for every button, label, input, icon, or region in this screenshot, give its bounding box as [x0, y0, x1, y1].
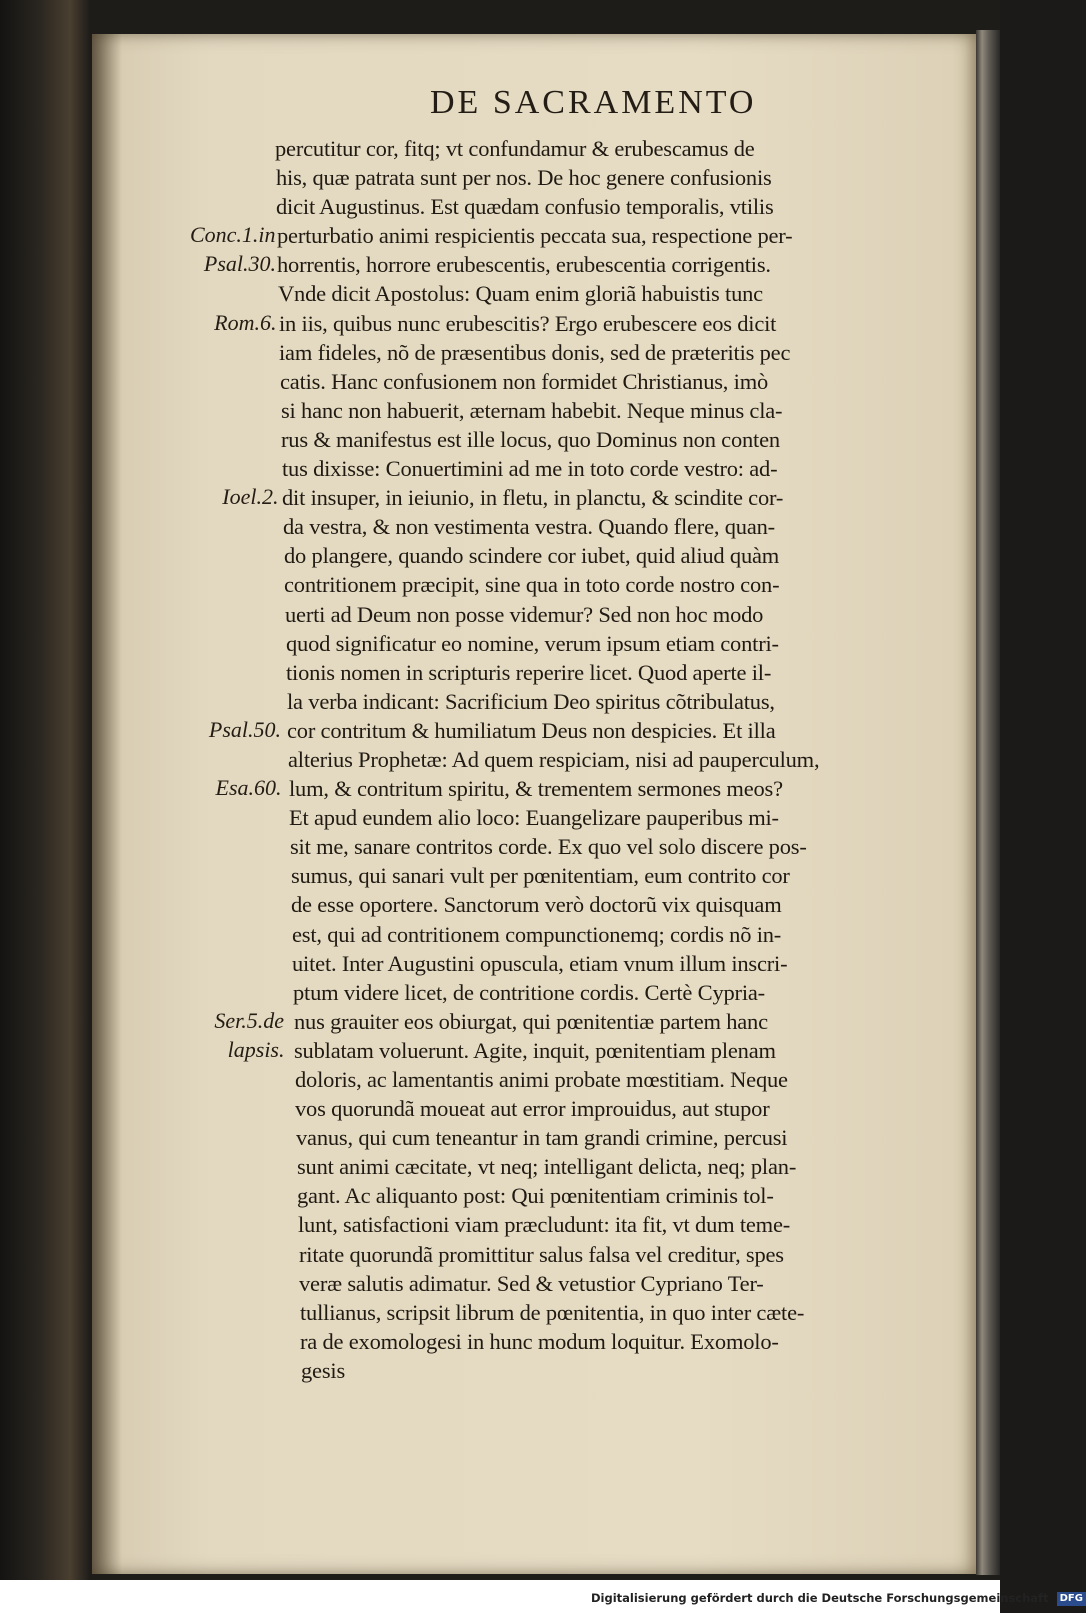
- text-line: cor contritum & humiliatum Deus non despicies. Et illa: [287, 717, 776, 743]
- text-line: sunt animi cæcitate, vt neq; intelligant delicta, neq; plan-: [297, 1154, 797, 1180]
- credit-text: Digitalisierung gefördert durch die Deutsche Forschungsgemeinschaft: [591, 1591, 1049, 1605]
- text-line: horrentis, horrore erubescentis, erubescentia corrigentis.: [277, 252, 771, 278]
- text-line: uerti ad Deum non posse videmur? Sed non hoc modo: [285, 601, 764, 627]
- text-line: de esse oportere. Sanctorum verò doctorũ vix quisquam: [291, 892, 782, 918]
- text-line: sublatam voluerunt. Agite, inquit, pœnitentiam plenam: [294, 1037, 776, 1063]
- text-line: vos quorundã moueat aut error improuidus, aut stupor: [295, 1096, 770, 1122]
- text-line: sumus, qui sanari vult per pœnitentiam, eum contrito cor: [291, 863, 790, 889]
- text-line: ra de exomologesi in hunc modum loquitur. Exomolo-: [300, 1328, 779, 1354]
- text-line: dit insuper, in ieiunio, in fletu, in planctu, & scindite cor-: [282, 485, 784, 511]
- text-line: perturbatio animi respicientis peccata sua, respectione per-: [277, 223, 793, 249]
- text-line: tus dixisse: Conuertimini ad me in toto corde vestro: ad-: [282, 456, 778, 482]
- text-line: tullianus, scripsit librum de pœnitentia, in quo inter cæte-: [300, 1299, 805, 1325]
- text-line: rus & manifestus est ille locus, quo Dominus non conten: [281, 426, 780, 452]
- text-line: sit me, sanare contritos corde. Ex quo vel solo discere pos-: [290, 834, 807, 860]
- text-line: catis. Hanc confusionem non formidet Christianus, imò: [280, 368, 769, 394]
- text-line: Et apud eundem alio loco: Euangelizare pauperibus mi-: [289, 805, 779, 831]
- text-line: la verba indicant: Sacrificium Deo spiritus cõtribulatus,: [287, 688, 775, 714]
- text-line: ritate quorundã promittitur salus falsa vel creditur, spes: [299, 1241, 784, 1267]
- text-line: iam fideles, nõ de præsentibus donis, sed de præteritis pec: [279, 339, 791, 365]
- text-line: uitet. Inter Augustini opuscula, etiam vnum illum inscri-: [292, 950, 788, 976]
- text-line: dicit Augustinus. Est quædam confusio temporalis, vtilis: [276, 194, 774, 220]
- text-line: gant. Ac aliquanto post: Qui pœnitentiam criminis tol-: [297, 1183, 774, 1209]
- page-edge: [976, 30, 1000, 1575]
- margin-note: Ioel.2.: [222, 484, 279, 510]
- text-line: percutitur cor, fitq; vt confundamur & erubescamus de: [275, 136, 755, 161]
- margin-note: Rom.6.: [214, 309, 277, 335]
- text-line: lum, & contritum spiritu, & trementem sermones meos?: [289, 776, 783, 802]
- margin-note: Conc.1.in: [189, 222, 276, 248]
- margin-note: Ser.5.de: [214, 1007, 284, 1033]
- digitization-credit: [588, 1588, 1083, 1608]
- text-line: his, quæ patrata sunt per nos. De hoc genere confusionis: [276, 165, 772, 191]
- text-line: alterius Prophetæ: Ad quem respiciam, nisi ad pauperculum,: [288, 746, 820, 772]
- text-line: Vnde dicit Apostolus: Quam enim gloriã habuistis tunc: [278, 281, 763, 307]
- text-line: est, qui ad contritionem compunctionemq; cordis nõ in-: [292, 921, 782, 947]
- text-line: ptum videre licet, de contritione cordis. Certè Cypria-: [293, 979, 765, 1005]
- margin-note: Psal.30.: [203, 251, 276, 277]
- running-header: DE SACRAMENTO: [430, 84, 757, 121]
- text-line: tionis nomen in scripturis reperire licet. Quod aperte il-: [286, 659, 772, 685]
- text-line: gesis: [301, 1357, 346, 1383]
- margin-note: Psal.50.: [208, 716, 281, 742]
- text-line: nus grauiter eos obiurgat, qui pœnitentiæ partem hanc: [294, 1008, 768, 1034]
- margin-note: Esa.60.: [215, 775, 282, 801]
- dfg-logo: DFG: [1057, 1592, 1086, 1606]
- text-line: da vestra, & non vestimenta vestra. Quando flere, quan-: [283, 514, 775, 540]
- margin-note: lapsis.: [227, 1037, 285, 1062]
- text-line: si hanc non habuerit, æternam habebit. Neque minus cla-: [281, 397, 783, 423]
- text-line: quod significatur eo nomine, verum ipsum etiam contri-: [286, 630, 779, 656]
- text-line: in iis, quibus nunc erubescitis? Ergo erubescere eos dicit: [279, 310, 777, 336]
- binding-shadow: [92, 34, 122, 1574]
- text-line: vanus, qui cum teneantur in tam grandi crimine, percusi: [296, 1125, 788, 1151]
- text-line: contritionem præcipit, sine qua in toto corde nostro con-: [284, 572, 780, 598]
- body-text: [275, 134, 975, 1385]
- text-line: veræ salutis adimatur. Sed & vetustior Cypriano Ter-: [299, 1270, 764, 1296]
- text-line: doloris, ac lamentantis animi probate mœstitiam. Neque: [295, 1067, 788, 1092]
- text-line: lunt, satisfactioni viam præcludunt: ita fit, vt dum teme-: [298, 1212, 791, 1238]
- text-line: do plangere, quando scindere cor iubet, quid aliud quàm: [284, 543, 780, 569]
